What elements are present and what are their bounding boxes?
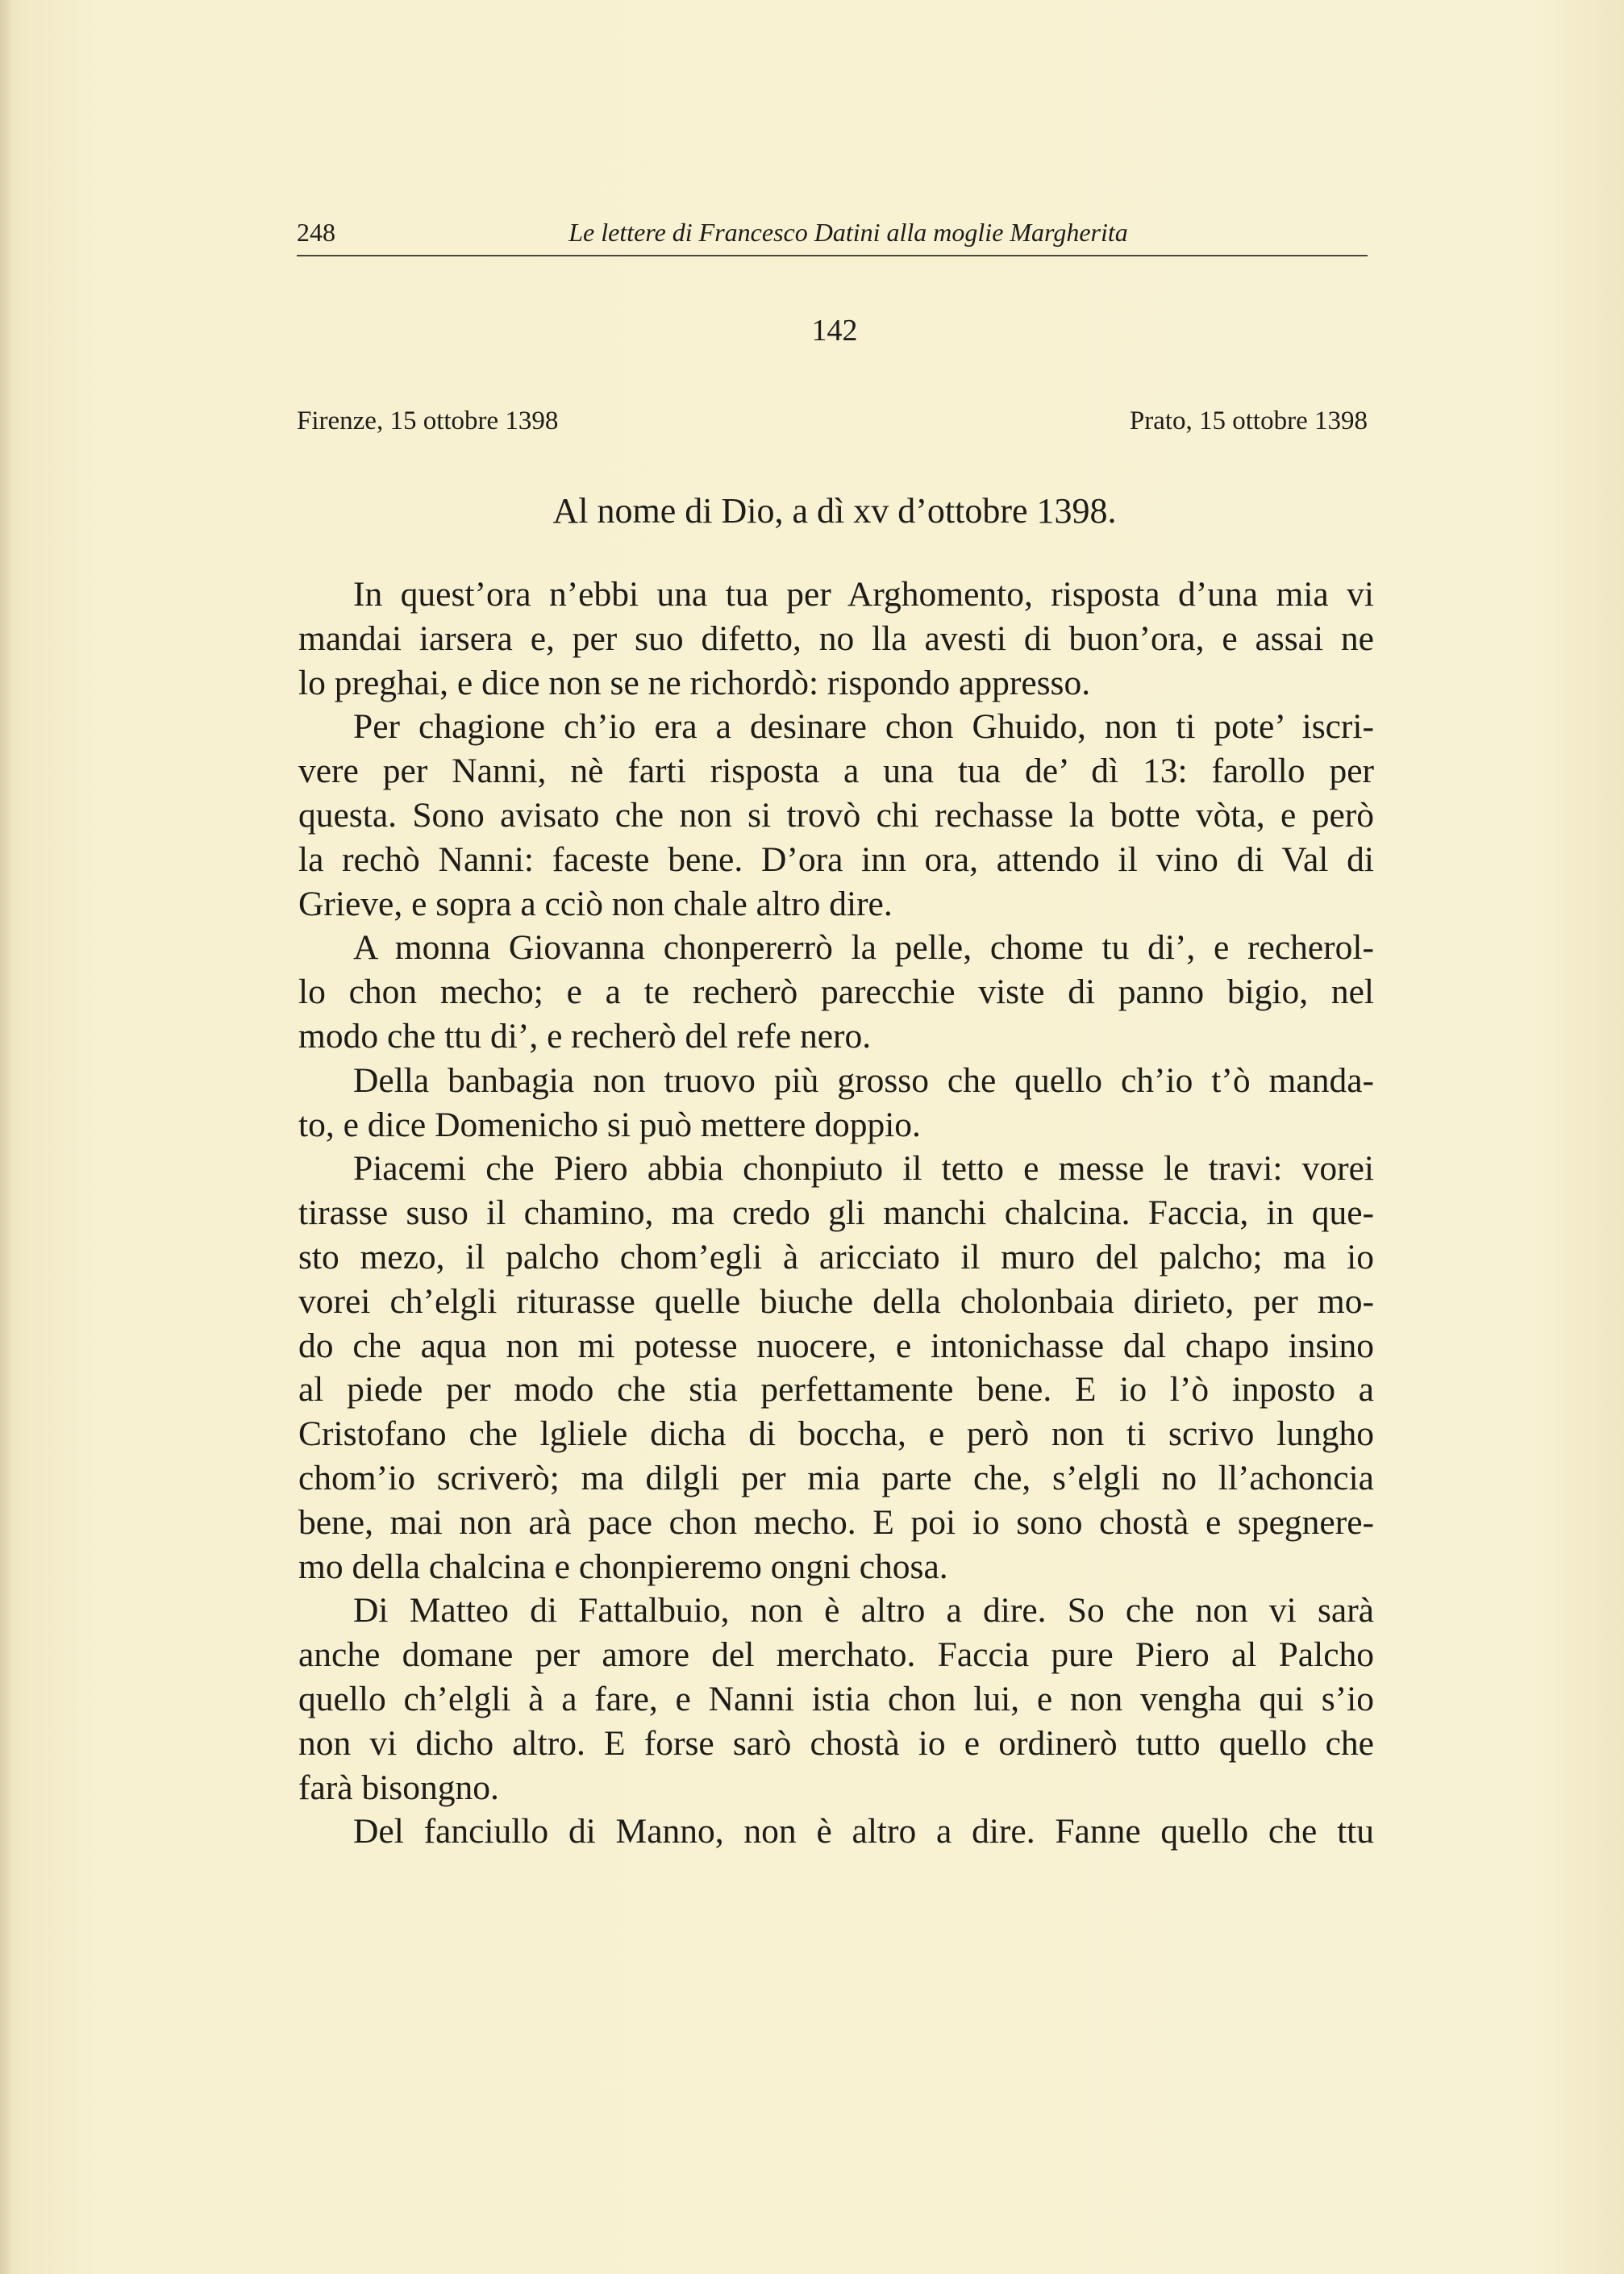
letter-dates: [297, 400, 1368, 442]
body-line: In quest’ora n’ebbi una tua per Arghomento, risposta d’una mia vi: [353, 575, 1374, 614]
body-line: questa. Sono avisato che non si trovò chi rechasse la botte vòta, e però: [298, 795, 1374, 835]
body-line: lo chon mecho; e a te recherò parecchie viste di panno bigio, nel: [298, 972, 1374, 1012]
body-line: to, e dice Domenicho si può mettere doppio.: [298, 1105, 921, 1144]
body-line: mandai iarsera e, per suo difetto, no lla avesti di buon’ora, e assai ne: [298, 618, 1374, 658]
body-line: tirasse suso il chamino, ma credo gli manchi chalcina. Faccia, in que-: [298, 1193, 1374, 1233]
body-line: chom’io scriverò; ma dilgli per mia parte che, s’elgli no ll’achoncia: [298, 1458, 1374, 1497]
body-line: A monna Giovanna chonpererrò la pelle, chome tu di’, e recherol-: [353, 928, 1374, 968]
letter-body: [298, 573, 1374, 1854]
date-received: Prato, 15 ottobre 1398: [1129, 406, 1368, 435]
body-line: do che aqua non mi potesse nuocere, e intonichasse dal chapo insino: [298, 1326, 1374, 1365]
body-line: Del fanciullo di Manno, non è altro a dire. Fanne quello che ttu: [353, 1812, 1374, 1851]
body-line: modo che ttu di’, e recherò del refe nero.: [298, 1016, 872, 1056]
body-line: mo della chalcina e chonpieremo ongni chosa.: [298, 1547, 948, 1586]
body-line: non vi dicho altro. E forse sarò chostà io e ordinerò tutto quello che: [298, 1723, 1374, 1763]
letter-number: 142: [811, 314, 858, 348]
body-line: sto mezo, il palcho chom’egli à aricciato il muro del palcho; ma io: [298, 1237, 1374, 1277]
body-line: vere per Nanni, nè farti risposta a una tua de’ dì 13: farollo per: [298, 752, 1374, 791]
running-header: [297, 213, 1368, 256]
body-line: Piacemi che Piero abbia chonpiuto il tetto e messe le travi: vorei: [353, 1149, 1374, 1189]
body-line: quello ch’elgli à a fare, e Nanni istia chon lui, e non vengha qui s’io: [298, 1679, 1374, 1718]
body-line: anche domane per amore del merchato. Faccia pure Piero al Palcho: [298, 1635, 1374, 1675]
body-line: Cristofano che lgliele dicha di boccha, e però non ti scrivo lungho: [298, 1414, 1374, 1454]
body-line: la rechò Nanni: faceste bene. D’ora inn ora, attendo il vino di Val di: [298, 839, 1374, 879]
letter-opening: Al nome di Dio, a dì xv d’ottobre 1398.: [552, 491, 1117, 531]
body-line: Di Matteo di Fattalbuio, non è altro a dire. So che non vi sarà: [353, 1591, 1374, 1631]
body-line: farà bisongno.: [298, 1768, 499, 1807]
body-line: Per chagione ch’io era a desinare chon Ghuido, non ti pote’ iscri-: [353, 707, 1374, 747]
date-sent: Firenze, 15 ottobre 1398: [297, 406, 559, 435]
page-number: 248: [297, 218, 335, 247]
body-line: Grieve, e sopra a cciò non chale altro dire.: [298, 884, 893, 923]
running-title: Le lettere di Francesco Datini alla moglie Margherita: [568, 218, 1128, 247]
body-line: vorei ch’elgli riturasse quelle biuche della cholonbaia dirieto, per mo-: [298, 1281, 1374, 1321]
body-line: bene, mai non arà pace chon mecho. E poi io sono chostà e spegnere-: [298, 1502, 1374, 1542]
body-line: lo preghai, e dice non se ne richordò: rispondo appresso.: [298, 663, 1091, 702]
body-line: al piede per modo che stia perfettamente bene. E io l’ò inposto a: [298, 1370, 1374, 1410]
body-line: Della banbagia non truovo più grosso che quello ch’io t’ò manda-: [353, 1060, 1374, 1100]
